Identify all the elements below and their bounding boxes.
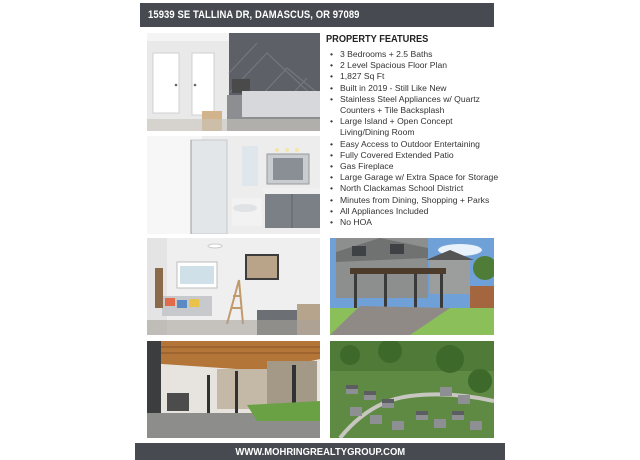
feature-item: • Large Island + Open Concept Living/Dining Room	[330, 116, 502, 138]
feature-item: • 1,827 Sq Ft	[330, 71, 502, 82]
feature-item: • 2 Level Spacious Floor Plan	[330, 60, 502, 71]
covered-patio-photo	[147, 341, 320, 438]
feature-item: • 3 Bedrooms + 2.5 Baths	[330, 49, 502, 60]
address-text: 15939 SE TALLINA DR, DAMASCUS, OR 97089	[148, 9, 360, 21]
feature-item: • North Clackamas School District	[330, 183, 502, 194]
features-list	[330, 49, 502, 228]
feature-item: • Built in 2019 - Still Like New	[330, 83, 502, 94]
exterior-photo	[330, 238, 494, 335]
bathroom-photo	[147, 136, 320, 234]
feature-item: • All Appliances Included	[330, 206, 502, 217]
bedroom-photo	[147, 33, 320, 131]
features-title: PROPERTY FEATURES	[326, 33, 429, 45]
feature-item: • No HOA	[330, 217, 502, 228]
feature-item: • Fully Covered Extended Patio	[330, 150, 502, 161]
address-banner	[140, 3, 494, 27]
feature-item: • Easy Access to Outdoor Entertaining	[330, 139, 502, 150]
aerial-view-photo	[330, 341, 494, 438]
website-banner	[135, 443, 505, 460]
bonus-room-photo	[147, 238, 320, 335]
feature-item: • Minutes from Dining, Shopping + Parks	[330, 195, 502, 206]
feature-item: • Gas Fireplace	[330, 161, 502, 172]
feature-item: • Stainless Steel Appliances w/ Quartz Counters + Tile Backsplash	[330, 94, 502, 116]
website-link[interactable]: WWW.MOHRINGREALTYGROUP.COM	[235, 446, 405, 458]
feature-item: • Large Garage w/ Extra Space for Storage	[330, 172, 502, 183]
